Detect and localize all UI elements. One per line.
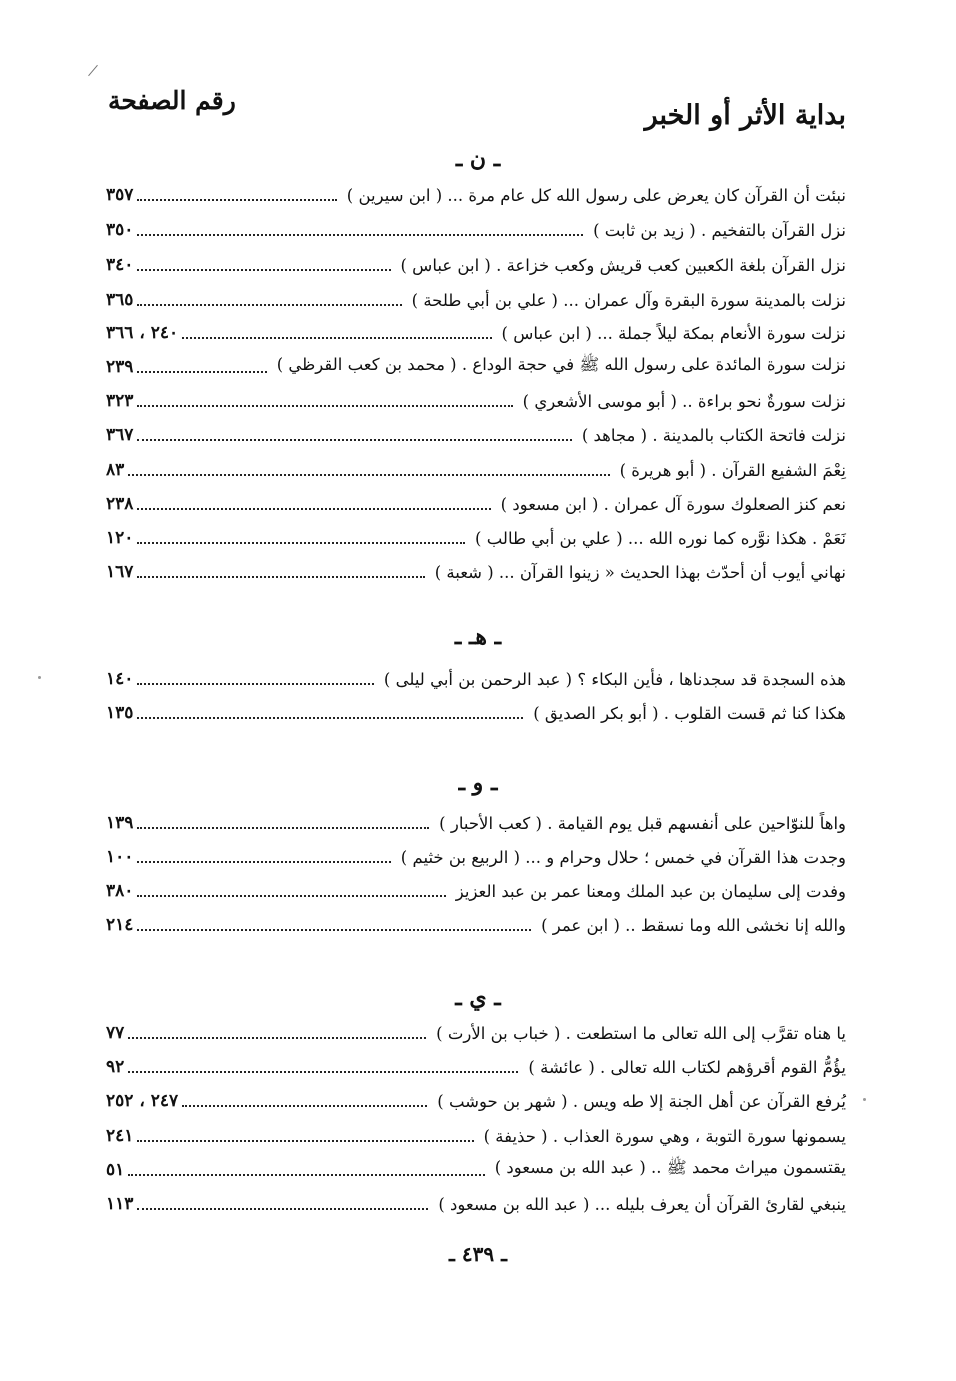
dot-leader — [137, 199, 336, 201]
entry-text: نَعَمْ . هكذا نوَّره كما نوره الله ... ( علي بن أبي طالب ) — [475, 528, 846, 548]
scan-speck — [863, 1098, 866, 1101]
dot-leader — [137, 508, 490, 510]
entry-text: نزلت بالمدينة سورة البقرة وآل عمران ... ( علي بن أبي طلحة ) — [411, 290, 846, 310]
dot-leader — [137, 269, 390, 271]
entry-text: نِعْمَ الشفيع القرآن . ( أبو هريرة ) — [619, 460, 846, 480]
section-letter-heading: ـ ي ـ — [455, 985, 501, 1011]
index-entry — [106, 285, 846, 315]
dot-leader — [128, 1174, 484, 1176]
dot-leader — [137, 542, 465, 544]
index-entry — [106, 455, 846, 485]
column-header-start-of-narration: بداية الأثر أو الخبر — [644, 100, 846, 131]
entry-page-number: ٣٦٧ — [106, 425, 134, 445]
dot-leader — [137, 371, 266, 373]
entry-page-number: ٨٣ — [106, 460, 125, 480]
dot-leader — [137, 929, 531, 931]
entry-page-number: ٢٤٠ ، ٣٦٦ — [106, 323, 179, 343]
index-entry — [106, 250, 846, 280]
entry-text: نزلت فاتحة الكتاب بالمدينة . ( مجاهد ) — [581, 425, 846, 445]
dot-leader — [137, 717, 523, 719]
entry-text: واهاً للنوّاحين على أنفسهم قبل يوم القيامة . ( كعب الأحبار ) — [439, 813, 846, 833]
index-entry — [106, 352, 846, 382]
entry-page-number: ١١٣ — [106, 1194, 134, 1214]
index-entry — [106, 1155, 846, 1185]
index-entry — [106, 876, 846, 906]
entry-text: يُرفع القرآن عن أهل الجنة إلا طه ويس . ( شهر بن حوشب ) — [437, 1091, 846, 1111]
entry-page-number: ١٦٧ — [106, 562, 134, 582]
index-entry — [106, 180, 846, 210]
index-entry — [106, 386, 846, 416]
entry-text: نزلت سورةٌ نحو براءة .. ( أبو موسى الأشعري ) — [522, 391, 846, 411]
entry-page-number: ٧٧ — [106, 1023, 125, 1043]
dot-leader — [137, 439, 571, 441]
entry-page-number: ٢٣٨ — [106, 494, 134, 514]
entry-page-number: ٣٤٠ — [106, 255, 134, 275]
index-entry — [106, 910, 846, 940]
index-entry — [106, 1018, 846, 1048]
entry-text: هكذا كنا ثم قست القلوب . ( أبو بكر الصديق ) — [533, 703, 846, 723]
entry-text: هذه السجدة قد سجدناها ، فأين البكاء ؟ ( عبد الرحمن بن أبي ليلى ) — [383, 669, 846, 689]
entry-page-number: ١٢٠ — [106, 528, 134, 548]
entry-page-number: ٢٤١ — [106, 1126, 134, 1146]
entry-page-number: ٣٦٥ — [106, 290, 134, 310]
index-entry — [106, 318, 846, 348]
entry-page-number: ٢٤٧ ، ٢٥٢ — [106, 1091, 179, 1111]
page-number-footer: ـ ٤٣٩ ـ — [449, 1242, 507, 1266]
entry-page-number: ٣٨٠ — [106, 881, 134, 901]
entry-page-number: ٩٢ — [106, 1057, 125, 1077]
corner-pen-mark — [88, 65, 98, 76]
entry-text: نبئت أن القرآن كان يعرض على رسول الله كل عام مرة ... ( ابن سيرين ) — [346, 185, 846, 205]
dot-leader — [137, 861, 390, 863]
dot-leader — [137, 234, 583, 236]
dot-leader — [182, 1105, 427, 1107]
section-letter-heading: ـ ن ـ — [455, 146, 501, 172]
dot-leader — [128, 474, 609, 476]
entry-text: نزلت سورة المائدة على رسول الله ﷺ في حجة الوداع . ( محمد بن كعب القرظي ) — [276, 355, 846, 374]
index-entry — [106, 698, 846, 728]
entry-text: يؤُمُّ القوم أقرؤهم لكتاب الله تعالى . ( عائشة ) — [528, 1057, 846, 1077]
entry-text: والله إنا نخشى الله وما نسقط .. ( ابن عمر ) — [541, 915, 846, 935]
column-header-page-number: رقم الصفحة — [108, 86, 236, 115]
entry-page-number: ٣٢٣ — [106, 391, 134, 411]
index-entry — [106, 557, 846, 587]
entry-text: ينبغي لقارئ القرآن أن يعرف بليله ... ( عبد الله بن مسعود ) — [438, 1194, 846, 1214]
entry-page-number: ٣٥٠ — [106, 220, 134, 240]
dot-leader — [137, 576, 424, 578]
entry-text: نزل القرآن بلغة الكعبين كعب قريش وكعب خزاعة . ( ابن عباس ) — [400, 255, 846, 275]
section-letter-heading: ـ و ـ — [458, 770, 498, 796]
scan-speck — [38, 676, 41, 679]
entry-page-number: ٥١ — [106, 1160, 125, 1180]
dot-leader — [137, 827, 429, 829]
dot-leader — [128, 1071, 518, 1073]
dot-leader — [128, 1037, 426, 1039]
index-entry — [106, 523, 846, 553]
entry-text: نزل القرآن بالتفخيم . ( زيد بن ثابت ) — [593, 220, 846, 240]
index-entry — [106, 1121, 846, 1151]
entry-text: نزلت سورة الأنعام بمكة ليلاً جملة ... ( ابن عباس ) — [501, 323, 846, 343]
dot-leader — [137, 1208, 428, 1210]
entry-text: يسمونها سورة التوبة ، وهي سورة العذاب . ( حذيفة ) — [483, 1126, 846, 1146]
index-entry — [106, 664, 846, 694]
entry-page-number: ٢٣٩ — [106, 357, 134, 377]
index-entry — [106, 808, 846, 838]
index-entry — [106, 420, 846, 450]
dot-leader — [137, 895, 445, 897]
index-entry — [106, 842, 846, 872]
section-letter-heading: ـ هـ ـ — [454, 624, 502, 650]
index-entry — [106, 1086, 846, 1116]
dot-leader — [137, 405, 512, 407]
entry-page-number: ١٠٠ — [106, 847, 134, 867]
entry-page-number: ٢١٤ — [106, 915, 134, 935]
entry-page-number: ٣٥٧ — [106, 185, 134, 205]
entry-text: وفدت إلى سليمان بن عبد الملك ومعنا عمر بن عبد العزيز — [455, 881, 846, 901]
entry-text: نهاني أيوب أن أحدّث بهذا الحديث « زينوا القرآن ... ( شعبة ) — [434, 562, 846, 582]
index-entry — [106, 489, 846, 519]
entry-page-number: ١٣٥ — [106, 703, 134, 723]
entry-page-number: ١٤٠ — [106, 669, 134, 689]
dot-leader — [137, 1140, 473, 1142]
index-entry — [106, 215, 846, 245]
entry-page-number: ١٣٩ — [106, 813, 134, 833]
dot-leader — [137, 304, 401, 306]
entry-text: يقتسمون ميراث محمد ﷺ .. ( عبد الله بن مسعود ) — [494, 1158, 846, 1177]
entry-text: يا هناه تقرَّب إلى الله تعالى ما استطعت . ( خباب بن الأرت ) — [436, 1023, 846, 1043]
dot-leader — [137, 683, 374, 685]
index-entry — [106, 1189, 846, 1219]
entry-text: وجدت هذا القرآن في خمس ؛ حلال وحرام و ... ( الربيع بن خثيم ) — [400, 847, 846, 867]
entry-text: نعم كنز الصعلوك سورة آل عمران . ( ابن مسعود ) — [500, 494, 846, 514]
dot-leader — [182, 337, 491, 339]
index-entry — [106, 1052, 846, 1082]
